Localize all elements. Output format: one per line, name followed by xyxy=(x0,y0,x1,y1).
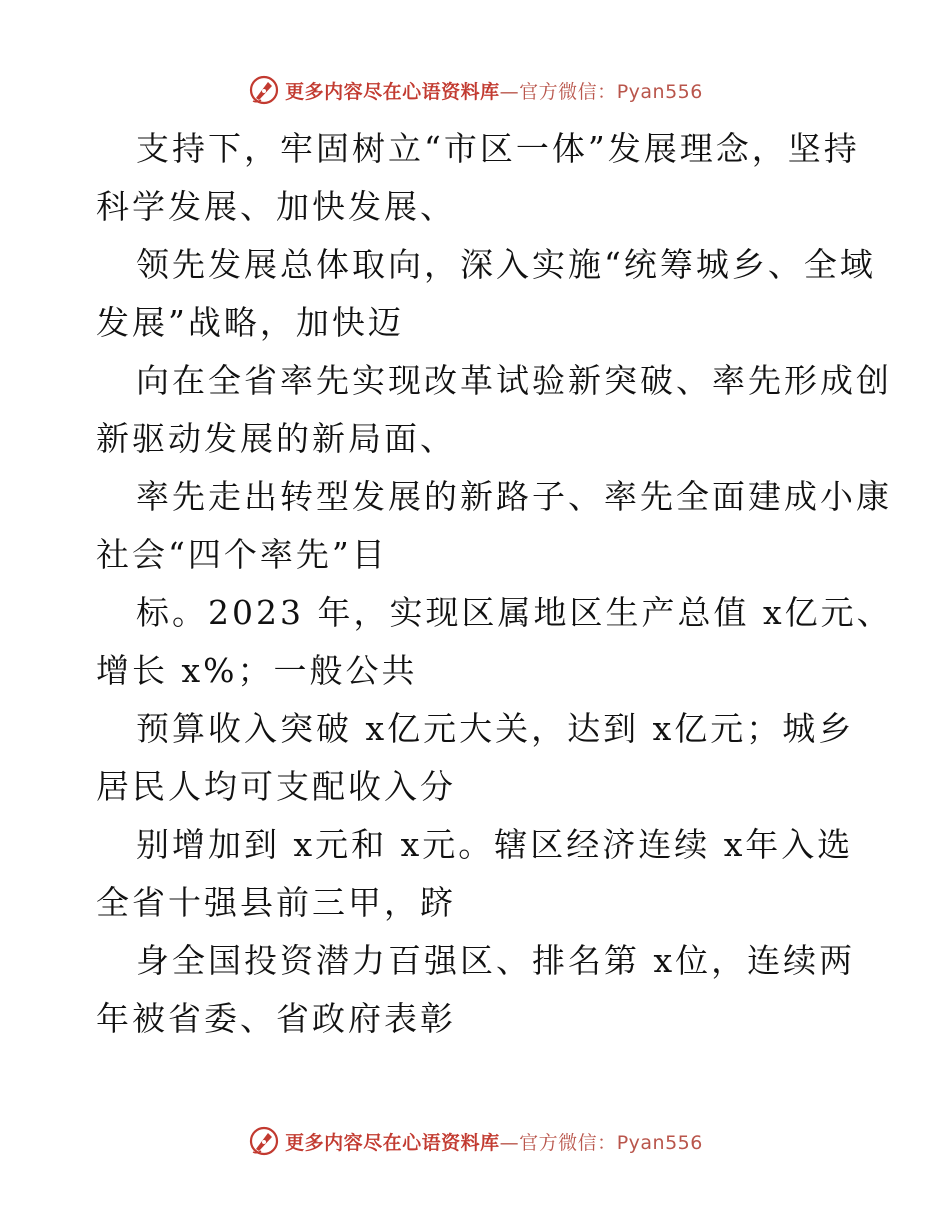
paragraph-line: 科学发展、加快发展、 xyxy=(96,187,456,226)
pen-nib-circle-icon xyxy=(247,73,281,107)
paragraph xyxy=(0,700,950,816)
paragraph-line: 居民人均可支配收入分 xyxy=(96,767,456,806)
paragraph xyxy=(0,120,950,236)
paragraph-line: 身全国投资潜力百强区、排名第 x位，连续两 xyxy=(136,941,856,980)
watermark-wechat-label: 官方微信： xyxy=(519,80,617,103)
paragraph xyxy=(0,352,950,468)
paragraph-line: 社会“四个率先”目 xyxy=(96,535,388,574)
paragraph-line: 支持下，牢固树立“市区一体”发展理念，坚持 xyxy=(136,129,860,168)
footer-watermark xyxy=(0,1121,950,1161)
paragraph-line: 向在全省率先实现改革试验新突破、率先形成创 xyxy=(136,361,892,400)
watermark-wechat-id: Pyan556 xyxy=(616,80,703,103)
watermark-wechat-label: 官方微信： xyxy=(519,1131,617,1154)
watermark-site-text: 更多内容尽在心语资料库 xyxy=(285,80,500,103)
watermark-site-text: 更多内容尽在心语资料库 xyxy=(285,1131,500,1154)
paragraph xyxy=(0,816,950,932)
paragraph xyxy=(0,584,950,700)
watermark-separator: — xyxy=(499,1131,520,1154)
paragraph xyxy=(0,236,950,352)
paragraph xyxy=(0,468,950,584)
paragraph-line: 预算收入突破 x亿元大关，达到 x亿元；城乡 xyxy=(136,709,855,748)
watermark-wechat-id: Pyan556 xyxy=(616,1131,703,1154)
watermark-text xyxy=(285,77,703,104)
watermark-text xyxy=(285,1128,703,1155)
paragraph-line: 领先发展总体取向，深入实施“统筹城乡、全域 xyxy=(136,245,876,284)
paragraph-line: 率先走出转型发展的新路子、率先全面建成小康 xyxy=(136,477,892,516)
pen-nib-circle-icon xyxy=(247,1124,281,1158)
paragraph-line: 增长 x%；一般公共 xyxy=(96,651,418,690)
header-watermark xyxy=(0,70,950,110)
paragraph-line: 新驱动发展的新局面、 xyxy=(96,419,456,458)
paragraph-line: 标。2023 年，实现区属地区生产总值 x亿元、 xyxy=(136,593,893,632)
paragraph-line: 发展”战略，加快迈 xyxy=(96,303,404,342)
paragraph xyxy=(0,932,950,1048)
paragraph-line: 年被省委、省政府表彰 xyxy=(96,999,456,1038)
watermark-separator: — xyxy=(499,80,520,103)
document-body xyxy=(0,120,950,1048)
paragraph-line: 别增加到 x元和 x元。辖区经济连续 x年入选 xyxy=(136,825,854,864)
paragraph-line: 全省十强县前三甲，跻 xyxy=(96,883,456,922)
